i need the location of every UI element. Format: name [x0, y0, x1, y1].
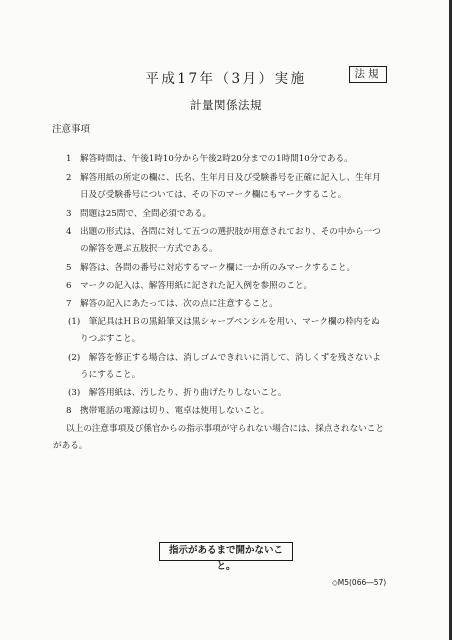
sub-instruction-2-cont: うにすること。: [80, 370, 141, 380]
closing-note-cont: がある。: [53, 441, 88, 451]
sub-instruction-1-cont: りつぶすこと。: [80, 334, 141, 344]
instruction-5: 5 解答は、各問の番号に対応するマーク欄に一か所のみマークすること。: [66, 263, 356, 273]
instruction-8: 8 携帯電話の電源は切り、電卓は使用しないこと。: [66, 406, 270, 416]
sub-instruction-3: (3) 解答用紙は、汚したり、折り曲げたりしないこと。: [68, 388, 287, 398]
instruction-1: 1 解答時間は、午後1時10分から午後2時20分までの1時間10分である。: [66, 154, 353, 164]
instruction-7: 7 解答の記入にあたっては、次の点に注意すること。: [66, 299, 278, 309]
sub-instruction-1: (1) 筆記具はＨＢの黒鉛筆又は黒シャープペンシルを用い、マーク欄の枠内をぬ: [68, 317, 380, 327]
exam-date-title: 平成17年（3月）実施: [145, 71, 307, 87]
subject-badge: 法規: [349, 66, 387, 83]
sub-instruction-2: (2) 解答を修正する場合は、消しゴムできれいに消して、消しくずを残さないよ: [68, 353, 381, 363]
document-code: ◇M5(066―57): [332, 578, 387, 587]
exam-subject-title: 計量関係法規: [190, 98, 262, 112]
instruction-6: 6 マークの記入は、解答用紙に記された記入例を参照のこと。: [66, 281, 313, 291]
do-not-open-notice: 指示があるまで開かないこと。: [159, 542, 293, 561]
notes-heading: 注意事項: [52, 124, 91, 135]
closing-note: 以上の注意事項及び係官からの指示事項が守られない場合には、採点されないこと: [66, 424, 384, 434]
instruction-2-cont: 日及び受験番号については、その下のマーク欄にもマークすること。: [80, 190, 347, 200]
instruction-3: 3 問題は25問で、全問必須である。: [66, 209, 212, 219]
instruction-4: 4 出題の形式は、各問に対して五つの選択肢が用意されており、その中から一つ: [66, 227, 381, 237]
instruction-4-cont: の解答を選ぶ五肢択一方式である。: [80, 244, 218, 254]
instruction-2: 2 解答用紙の所定の欄に、氏名、生年月日及び受験番号を正確に記入し、生年月: [66, 173, 381, 183]
